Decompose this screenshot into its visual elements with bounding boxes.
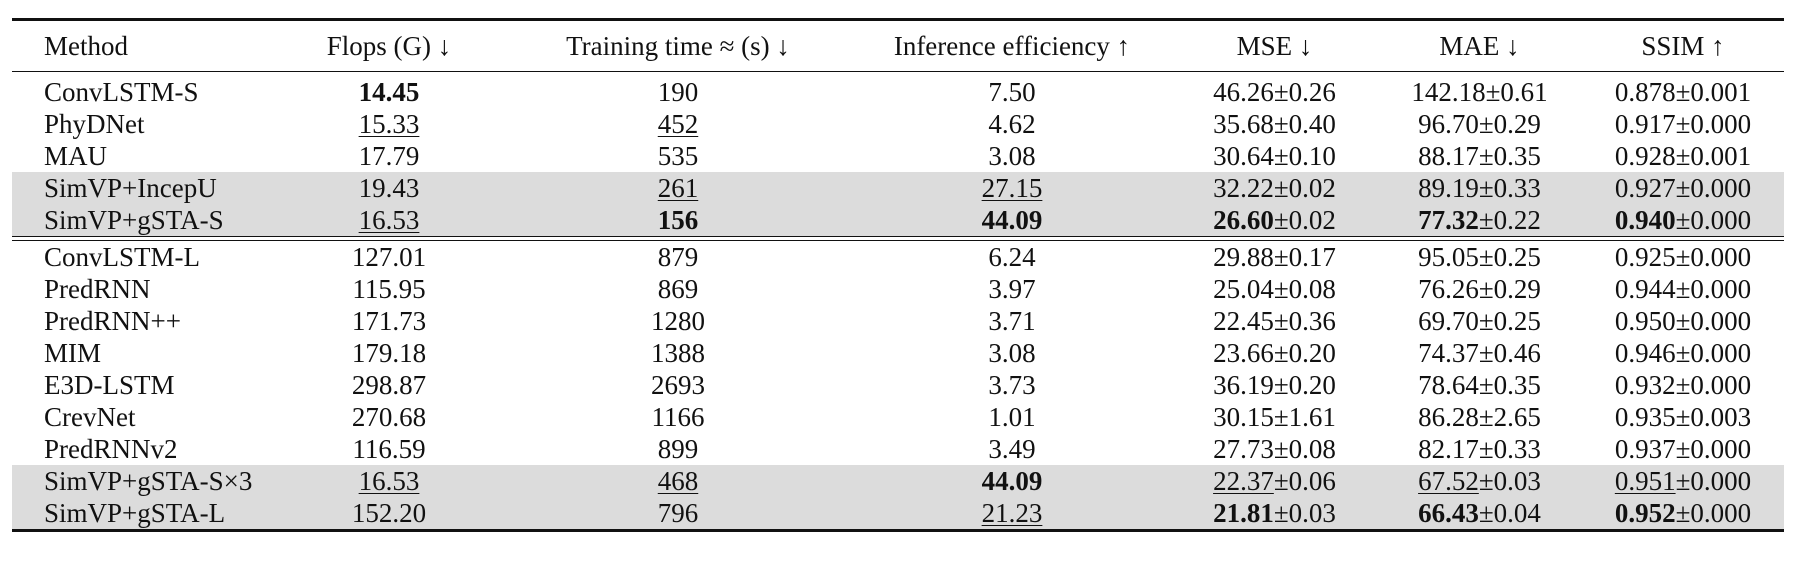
mse-cell: [1172, 369, 1377, 401]
mae-cell: [1377, 433, 1582, 465]
training-time-cell-value: 535: [657, 141, 699, 171]
ssim-cell-std: ±0.000: [1675, 338, 1752, 368]
header-mae: MAE ↓: [1377, 20, 1582, 72]
mae-cell-value: 67.52: [1418, 466, 1479, 496]
mae-cell-value: 82.17: [1418, 434, 1479, 464]
flops-cell-value: 14.45: [358, 77, 420, 107]
inference-efficiency-cell: [852, 273, 1172, 305]
inference-efficiency-cell-value: 3.08: [988, 141, 1036, 171]
ssim-cell-value: 0.937: [1614, 434, 1676, 464]
mse-cell-value: 30.15: [1213, 402, 1274, 432]
header-mse: MSE ↓: [1172, 20, 1377, 72]
mae-cell-value: 142.18: [1411, 77, 1486, 107]
training-time-cell-value: 1388: [651, 338, 705, 368]
table-row: [12, 108, 1784, 140]
mse-cell-std: ±1.61: [1273, 402, 1336, 432]
inference-efficiency-cell-value: 3.97: [988, 274, 1036, 304]
training-time-cell-value: 796: [657, 498, 699, 528]
results-table-container: [12, 18, 1784, 532]
flops-cell-value: 270.68: [351, 402, 427, 432]
mse-cell-value: 26.60: [1213, 205, 1274, 235]
table-row: [12, 369, 1784, 401]
mse-cell-std: ±0.17: [1273, 242, 1336, 272]
mae-cell: [1377, 76, 1582, 108]
ssim-cell-value: 0.951: [1614, 466, 1676, 496]
table-row: [12, 273, 1784, 305]
training-time-cell: [504, 497, 852, 531]
ssim-cell-std: ±0.000: [1675, 434, 1752, 464]
method-cell: [12, 497, 274, 531]
inference-efficiency-cell-value: 21.23: [981, 498, 1043, 528]
mse-cell-value: 23.66: [1213, 338, 1274, 368]
inference-efficiency-cell-value: 3.73: [988, 370, 1036, 400]
mse-cell-value: 29.88: [1213, 242, 1274, 272]
method-cell-value: PredRNN: [44, 274, 151, 304]
mse-cell-std: ±0.40: [1273, 109, 1336, 139]
training-time-cell: [504, 108, 852, 140]
mae-cell-std: ±0.04: [1478, 498, 1541, 528]
flops-cell-value: 19.43: [358, 173, 420, 203]
method-cell-value: MIM: [44, 338, 102, 368]
flops-cell-value: 16.53: [358, 205, 420, 235]
training-time-cell: [504, 241, 852, 274]
mae-cell-std: ±0.35: [1478, 141, 1541, 171]
mae-cell-value: 69.70: [1418, 306, 1479, 336]
training-time-cell-value: 879: [657, 242, 699, 272]
mse-cell-std: ±0.20: [1273, 338, 1336, 368]
flops-cell: [274, 76, 504, 108]
flops-cell: [274, 305, 504, 337]
header-method: Method: [12, 20, 274, 72]
mae-cell: [1377, 140, 1582, 172]
method-cell: [12, 337, 274, 369]
mae-cell-std: ±0.22: [1478, 205, 1541, 235]
mse-cell-std: ±0.20: [1273, 370, 1336, 400]
training-time-cell: [504, 273, 852, 305]
ssim-cell-std: ±0.000: [1675, 498, 1752, 528]
ssim-cell-std: ±0.000: [1675, 370, 1752, 400]
flops-cell: [274, 401, 504, 433]
ssim-cell: [1582, 497, 1784, 531]
mae-cell-value: 96.70: [1418, 109, 1479, 139]
mae-cell-value: 74.37: [1418, 338, 1479, 368]
ssim-cell: [1582, 108, 1784, 140]
inference-efficiency-cell-value: 7.50: [988, 77, 1036, 107]
method-cell-value: ConvLSTM-L: [44, 242, 201, 272]
ssim-cell-value: 0.878: [1614, 77, 1676, 107]
table-row: [12, 497, 1784, 531]
training-time-cell-value: 2693: [651, 370, 705, 400]
method-cell: [12, 273, 274, 305]
mae-cell-std: ±2.65: [1478, 402, 1541, 432]
mae-cell-std: ±0.33: [1478, 434, 1541, 464]
ssim-cell: [1582, 140, 1784, 172]
mse-cell: [1172, 172, 1377, 204]
method-cell: [12, 108, 274, 140]
training-time-cell: [504, 337, 852, 369]
mse-cell: [1172, 204, 1377, 237]
ssim-cell-std: ±0.000: [1675, 274, 1752, 304]
table-row: [12, 401, 1784, 433]
mse-cell-value: 30.64: [1213, 141, 1274, 171]
method-cell: [12, 204, 274, 237]
ssim-cell-value: 0.944: [1614, 274, 1676, 304]
mse-cell-std: ±0.02: [1273, 173, 1336, 203]
inference-efficiency-cell-value: 27.15: [981, 173, 1043, 203]
ssim-cell-value: 0.935: [1614, 402, 1676, 432]
ssim-cell: [1582, 172, 1784, 204]
ssim-cell: [1582, 76, 1784, 108]
ssim-cell-value: 0.917: [1614, 109, 1676, 139]
ssim-cell-value: 0.952: [1614, 498, 1676, 528]
mse-cell-std: ±0.08: [1273, 434, 1336, 464]
ssim-cell: [1582, 401, 1784, 433]
mse-cell-std: ±0.36: [1273, 306, 1336, 336]
training-time-cell-value: 261: [657, 173, 699, 203]
mae-cell-std: ±0.46: [1478, 338, 1541, 368]
ssim-cell-value: 0.946: [1614, 338, 1676, 368]
training-time-cell: [504, 76, 852, 108]
flops-cell-value: 298.87: [351, 370, 427, 400]
ssim-cell: [1582, 465, 1784, 497]
mse-cell-value: 25.04: [1213, 274, 1274, 304]
ssim-cell-std: ±0.000: [1675, 173, 1752, 203]
mae-cell: [1377, 108, 1582, 140]
training-time-cell: [504, 433, 852, 465]
ssim-cell-value: 0.932: [1614, 370, 1676, 400]
mae-cell-value: 66.43: [1418, 498, 1479, 528]
training-time-cell: [504, 369, 852, 401]
inference-efficiency-cell: [852, 369, 1172, 401]
mse-cell-std: ±0.03: [1273, 498, 1336, 528]
inference-efficiency-cell: [852, 140, 1172, 172]
results-table: [12, 18, 1784, 532]
ssim-cell-std: ±0.001: [1675, 141, 1752, 171]
method-cell-value: E3D-LSTM: [44, 370, 175, 400]
method-cell-value: PhyDNet: [44, 109, 145, 139]
method-cell: [12, 401, 274, 433]
training-time-cell-value: 156: [657, 205, 699, 235]
mse-cell: [1172, 497, 1377, 531]
method-cell: [12, 305, 274, 337]
mse-cell: [1172, 108, 1377, 140]
flops-cell: [274, 369, 504, 401]
training-time-cell-value: 899: [657, 434, 699, 464]
flops-cell: [274, 465, 504, 497]
flops-cell-value: 152.20: [351, 498, 427, 528]
flops-cell-value: 116.59: [352, 434, 426, 464]
mae-cell: [1377, 273, 1582, 305]
method-cell-value: CrevNet: [44, 402, 136, 432]
flops-cell: [274, 273, 504, 305]
flops-cell: [274, 204, 504, 237]
method-cell-value: SimVP+gSTA-S: [44, 205, 224, 235]
header-flops: Flops (G) ↓: [274, 20, 504, 72]
ssim-cell: [1582, 305, 1784, 337]
training-time-cell-value: 869: [657, 274, 699, 304]
method-cell: [12, 172, 274, 204]
training-time-cell: [504, 204, 852, 237]
ssim-cell-value: 0.950: [1614, 306, 1676, 336]
mae-cell-value: 89.19: [1418, 173, 1479, 203]
ssim-cell-std: ±0.003: [1675, 402, 1752, 432]
mae-cell: [1377, 369, 1582, 401]
ssim-cell: [1582, 204, 1784, 237]
inference-efficiency-cell: [852, 401, 1172, 433]
mae-cell-value: 78.64: [1418, 370, 1479, 400]
mae-cell-value: 77.32: [1418, 205, 1479, 235]
mae-cell-std: ±0.25: [1478, 242, 1541, 272]
inference-efficiency-cell-value: 44.09: [981, 205, 1043, 235]
method-cell-value: SimVP+gSTA-L: [44, 498, 226, 528]
flops-cell: [274, 337, 504, 369]
header-row: [12, 20, 1784, 72]
inference-efficiency-cell: [852, 497, 1172, 531]
mse-cell-value: 27.73: [1213, 434, 1274, 464]
mse-cell-std: ±0.26: [1273, 77, 1336, 107]
inference-efficiency-cell-value: 3.08: [988, 338, 1036, 368]
header-ssim: SSIM ↑: [1582, 20, 1784, 72]
inference-efficiency-cell: [852, 305, 1172, 337]
mse-cell: [1172, 241, 1377, 274]
ssim-cell: [1582, 433, 1784, 465]
table-row: [12, 337, 1784, 369]
flops-cell-value: 16.53: [358, 466, 420, 496]
flops-cell-value: 179.18: [351, 338, 427, 368]
ssim-cell: [1582, 369, 1784, 401]
inference-efficiency-cell: [852, 433, 1172, 465]
mae-cell: [1377, 497, 1582, 531]
training-time-cell-value: 1166: [651, 402, 705, 432]
flops-cell: [274, 108, 504, 140]
training-time-cell: [504, 305, 852, 337]
training-time-cell-value: 468: [657, 466, 699, 496]
mse-cell: [1172, 305, 1377, 337]
mae-cell-std: ±0.35: [1478, 370, 1541, 400]
mse-cell: [1172, 140, 1377, 172]
mae-cell: [1377, 337, 1582, 369]
method-cell: [12, 369, 274, 401]
method-cell-value: SimVP+IncepU: [44, 173, 217, 203]
table-row: [12, 433, 1784, 465]
method-cell: [12, 140, 274, 172]
table-row: [12, 140, 1784, 172]
mae-cell-value: 95.05: [1418, 242, 1479, 272]
inference-efficiency-cell: [852, 108, 1172, 140]
mae-cell: [1377, 305, 1582, 337]
mse-cell-std: ±0.10: [1273, 141, 1336, 171]
mse-cell: [1172, 337, 1377, 369]
inference-efficiency-cell: [852, 172, 1172, 204]
method-cell: [12, 76, 274, 108]
method-cell: [12, 465, 274, 497]
mse-cell-std: ±0.06: [1273, 466, 1336, 496]
training-time-cell: [504, 140, 852, 172]
mse-cell: [1172, 401, 1377, 433]
ssim-cell: [1582, 241, 1784, 274]
inference-efficiency-cell-value: 3.49: [988, 434, 1036, 464]
table-row: [12, 305, 1784, 337]
mae-cell-value: 76.26: [1418, 274, 1479, 304]
flops-cell: [274, 241, 504, 274]
method-cell-value: PredRNN++: [44, 306, 181, 336]
training-time-cell: [504, 401, 852, 433]
inference-efficiency-cell: [852, 204, 1172, 237]
mae-cell-value: 88.17: [1418, 141, 1479, 171]
flops-cell: [274, 172, 504, 204]
flops-cell-value: 15.33: [358, 109, 420, 139]
inference-efficiency-cell-value: 44.09: [981, 466, 1043, 496]
mse-cell: [1172, 433, 1377, 465]
table-row: [12, 241, 1784, 274]
mae-cell-std: ±0.03: [1478, 466, 1541, 496]
mse-cell-value: 35.68: [1213, 109, 1274, 139]
inference-efficiency-cell: [852, 337, 1172, 369]
mae-cell-std: ±0.25: [1478, 306, 1541, 336]
mae-cell: [1377, 465, 1582, 497]
flops-cell: [274, 140, 504, 172]
mae-cell: [1377, 401, 1582, 433]
mse-cell-std: ±0.08: [1273, 274, 1336, 304]
flops-cell-value: 115.95: [352, 274, 426, 304]
method-cell: [12, 433, 274, 465]
table-row: [12, 172, 1784, 204]
inference-efficiency-cell-value: 3.71: [988, 306, 1036, 336]
ssim-cell: [1582, 273, 1784, 305]
header-inference-efficiency: Inference efficiency ↑: [852, 20, 1172, 72]
mse-cell: [1172, 76, 1377, 108]
ssim-cell: [1582, 337, 1784, 369]
training-time-cell: [504, 172, 852, 204]
mae-cell-std: ±0.33: [1478, 173, 1541, 203]
flops-cell: [274, 497, 504, 531]
inference-efficiency-cell: [852, 76, 1172, 108]
flops-cell-value: 17.79: [358, 141, 420, 171]
mse-cell-std: ±0.02: [1273, 205, 1336, 235]
table-row: [12, 465, 1784, 497]
mse-cell: [1172, 465, 1377, 497]
ssim-cell-std: ±0.000: [1675, 242, 1752, 272]
mae-cell: [1377, 172, 1582, 204]
method-cell-value: MAU: [44, 141, 108, 171]
mse-cell-value: 21.81: [1213, 498, 1274, 528]
ssim-cell-std: ±0.000: [1675, 466, 1752, 496]
ssim-cell-std: ±0.000: [1675, 205, 1752, 235]
mse-cell-value: 36.19: [1213, 370, 1274, 400]
ssim-cell-std: ±0.000: [1675, 109, 1752, 139]
inference-efficiency-cell-value: 6.24: [988, 242, 1036, 272]
ssim-cell-value: 0.940: [1614, 205, 1676, 235]
mse-cell-value: 46.26: [1213, 77, 1274, 107]
ssim-cell-value: 0.927: [1614, 173, 1676, 203]
mse-cell-value: 22.45: [1213, 306, 1274, 336]
flops-cell: [274, 433, 504, 465]
mae-cell-std: ±0.29: [1478, 274, 1541, 304]
table-row: [12, 76, 1784, 108]
training-time-cell: [504, 465, 852, 497]
method-cell-value: ConvLSTM-S: [44, 77, 199, 107]
mae-cell-std: ±0.61: [1485, 77, 1548, 107]
method-cell: [12, 241, 274, 274]
ssim-cell-std: ±0.000: [1675, 306, 1752, 336]
mae-cell-value: 86.28: [1418, 402, 1479, 432]
mae-cell: [1377, 204, 1582, 237]
inference-efficiency-cell-value: 4.62: [988, 109, 1036, 139]
mse-cell: [1172, 273, 1377, 305]
inference-efficiency-cell: [852, 241, 1172, 274]
method-cell-value: PredRNNv2: [44, 434, 178, 464]
training-time-cell-value: 190: [657, 77, 699, 107]
table-row: [12, 204, 1784, 237]
mse-cell-value: 32.22: [1213, 173, 1274, 203]
ssim-cell-value: 0.925: [1614, 242, 1676, 272]
inference-efficiency-cell-value: 1.01: [988, 402, 1036, 432]
flops-cell-value: 171.73: [351, 306, 427, 336]
ssim-cell-value: 0.928: [1614, 141, 1676, 171]
ssim-cell-std: ±0.001: [1675, 77, 1752, 107]
header-training-time: Training time ≈ (s) ↓: [504, 20, 852, 72]
mae-cell: [1377, 241, 1582, 274]
mae-cell-std: ±0.29: [1478, 109, 1541, 139]
inference-efficiency-cell: [852, 465, 1172, 497]
training-time-cell-value: 1280: [651, 306, 705, 336]
flops-cell-value: 127.01: [351, 242, 427, 272]
mse-cell-value: 22.37: [1213, 466, 1274, 496]
training-time-cell-value: 452: [657, 109, 699, 139]
method-cell-value: SimVP+gSTA-S×3: [44, 466, 253, 496]
